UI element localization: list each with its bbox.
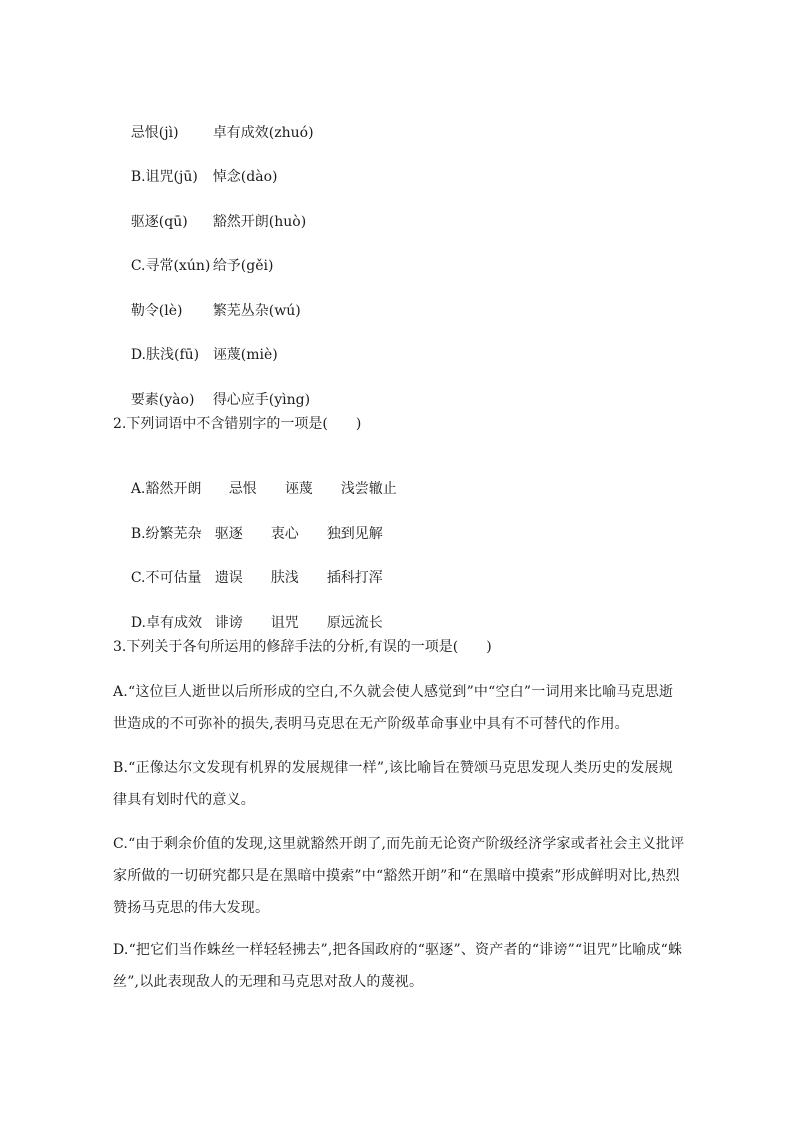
question-3-option-d: D.“把它们当作蛛丝一样轻轻拂去”,把各国政府的“驱逐”、资产者的“诽谤”“诅咒”比喻成“蛛丝”,以此表现敌人的无理和马克思对敌人的蔑视。 [113,942,683,990]
word-1: C.寻常(xún) [130,258,211,274]
term: C.不可估量 [130,570,202,586]
term: 诽谤 [214,615,243,631]
word-1: D.肤浅(fū) [130,347,200,363]
term: 诅咒 [270,615,299,631]
term: B.纷繁芜杂 [130,526,202,542]
term: 驱逐 [214,526,243,542]
word-2: 悼念(dào) [212,169,278,185]
word-2: 得心应手(yìng) [212,392,311,408]
term: 浅尝辙止 [340,481,397,497]
question-3-stem: 3.下列关于各句所运用的修辞手法的分析,有误的一项是( ) [113,639,492,655]
question-3-option-c: C.“由于剩余价值的发现,这里就豁然开朗了,而先前无论资产阶级经济学家或者社会主义批评家所做的一切研究都只是在黑暗中摸索”中“豁然开朗”和“在黑暗中摸索”形成鲜明对比,热烈赞扬马克思的伟大发现。 [113,836,685,916]
term: A.豁然开朗 [130,481,202,497]
word-1: 勒令(lè) [130,303,183,319]
term: 忌恨 [228,481,257,497]
question-2-stem: 2.下列词语中不含错别字的一项是( ) [113,416,362,432]
term: D.卓有成效 [130,615,202,631]
question-3-option-a: A.“这位巨人逝世以后所形成的空白,不久就会使人感觉到”中“空白”一词用来比喻马克思逝世造成的不可弥补的损失,表明马克思在无产阶级革命事业中具有不可替代的作用。 [113,684,674,732]
term: 原远流长 [326,615,383,631]
word-2: 诬蔑(miè) [212,347,278,363]
term: 诬蔑 [284,481,313,497]
word-1: 驱逐(qū) [130,214,188,230]
term: 衷心 [270,526,299,542]
term: 肤浅 [270,570,299,586]
question-3-option-b: B.“正像达尔文发现有机界的发展规律一样”,该比喻旨在赞颂马克思发现人类历史的发展规律具有划时代的意义。 [113,760,673,808]
word-2: 豁然开朗(huò) [212,214,307,230]
word-1: B.诅咒(jū) [130,169,198,185]
word-2: 给予(gěi) [212,258,274,274]
term: 插科打浑 [326,570,383,586]
word-1: 忌恨(jì) [130,125,179,141]
term: 独到见解 [326,526,383,542]
word-1: 要素(yào) [130,392,195,408]
word-2: 卓有成效(zhuó) [212,125,314,141]
word-2: 繁芜丛杂(wú) [212,303,301,319]
term: 遗误 [214,570,243,586]
